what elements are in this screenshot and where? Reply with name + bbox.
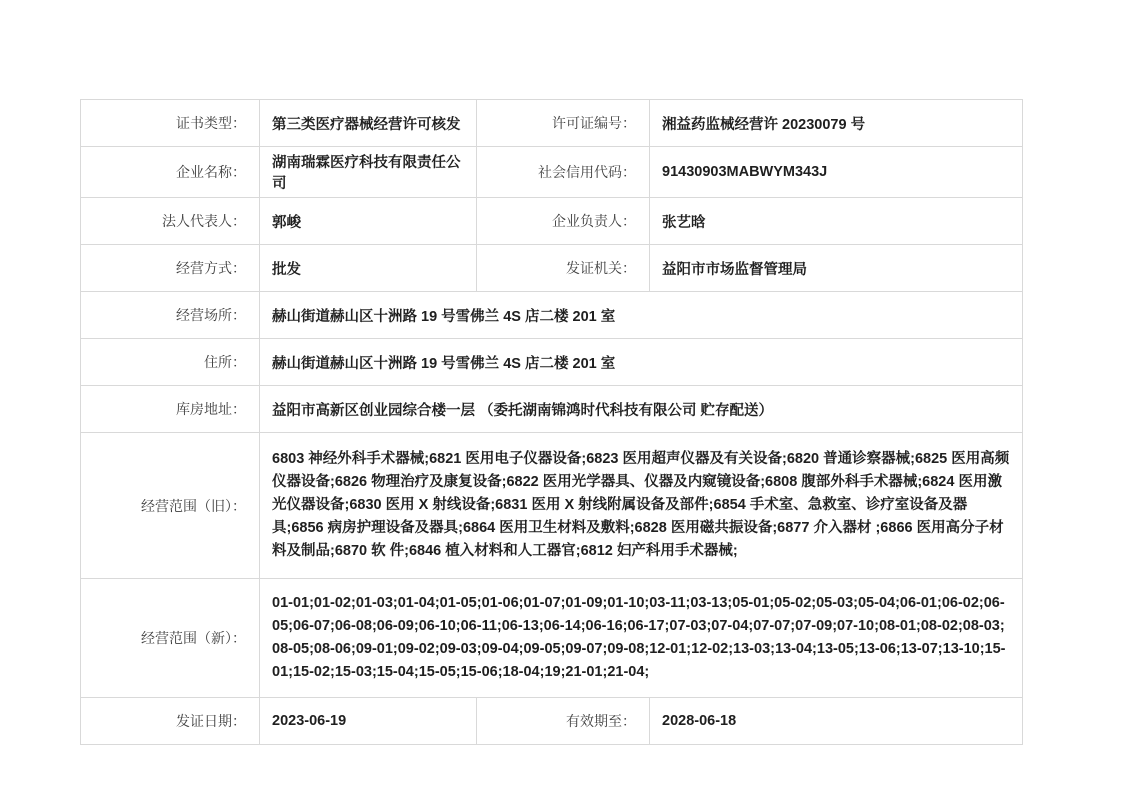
label-scope-old: 经营范围（旧）： [81,433,260,579]
row-residence [81,339,1023,386]
label-legal-representative: 法人代表人： [81,198,260,245]
value-valid-until: 2028-06-18 [650,698,1023,745]
label-responsible-person: 企业负责人： [477,198,650,245]
label-business-premises: 经营场所： [81,292,260,339]
value-warehouse-address: 益阳市高新区创业园综合楼一层 （委托湖南锦鸿时代科技有限公司 贮存配送） [260,386,1023,433]
row-representative [81,198,1023,245]
value-issue-date: 2023-06-19 [260,698,477,745]
label-valid-until: 有效期至： [477,698,650,745]
value-company-name: 湖南瑞霖医疗科技有限责任公司 [260,147,477,198]
label-issuing-authority: 发证机关： [477,245,650,292]
row-scope-new [81,579,1023,698]
label-credit-code: 社会信用代码： [477,147,650,198]
row-certificate-type [81,100,1023,147]
row-scope-old [81,433,1023,579]
value-issuing-authority: 益阳市市场监督管理局 [650,245,1023,292]
value-license-number: 湘益药监械经营许 20230079 号 [650,100,1023,147]
value-scope-new: 01-01;01-02;01-03;01-04;01-05;01-06;01-07;01-09;01-10;03-11;03-13;05-01;05-02;05-03;05-04;06-01;06-02;06-05;06-07;06-08;06-09;06-10;06-11;06-13;06-14;06-16;06-17;07-03;07-04;07-07;07-09;07-10;08-01;08-02;08-03;08-05;08-06;09-01;09-02;09-03;09-04;09-05;09-07;09-08;12-01;12-02;13-03;13-04;13-05;13-06;13-07;13-10;15-01;15-02;15-03;15-04;15-05;15-06;18-04;19;21-01;21-04; [260,579,1023,698]
label-residence: 住所： [81,339,260,386]
label-certificate-type: 证书类型： [81,100,260,147]
label-warehouse-address: 库房地址： [81,386,260,433]
value-scope-old: 6803 神经外科手术器械;6821 医用电子仪器设备;6823 医用超声仪器及有关设备;6820 普通诊察器械;6825 医用高频仪器设备;6826 物理治疗及康复设备;6822 医用光学器具、仪器及内窥镜设备;6808 腹部外科手术器械;6824 医用激光仪器设备;6830 医用 X 射线设备;6831 医用 X 射线附属设备及部件;6854 手术室、急救室、诊疗室设备及器具;6856 病房护理设备及器具;6864 医用卫生材料及敷料;6828 医用磁共振设备;6877 介入器材 ;6866 医用高分子材料及制品;6870 软 件;6846 植入材料和人工器官;6812 妇产科用手术器械; [260,433,1023,579]
license-info-table [80,99,1023,745]
label-business-mode: 经营方式： [81,245,260,292]
row-company [81,147,1023,198]
value-residence: 赫山街道赫山区十洲路 19 号雪佛兰 4S 店二楼 201 室 [260,339,1023,386]
row-business-premises [81,292,1023,339]
label-scope-new: 经营范围（新）： [81,579,260,698]
label-issue-date: 发证日期： [81,698,260,745]
row-business-mode [81,245,1023,292]
value-certificate-type: 第三类医疗器械经营许可核发 [260,100,477,147]
value-business-premises: 赫山街道赫山区十洲路 19 号雪佛兰 4S 店二楼 201 室 [260,292,1023,339]
value-credit-code: 91430903MABWYM343J [650,147,1023,198]
label-license-number: 许可证编号： [477,100,650,147]
label-company-name: 企业名称： [81,147,260,198]
row-issue-date [81,698,1023,745]
value-business-mode: 批发 [260,245,477,292]
row-warehouse-address [81,386,1023,433]
value-responsible-person: 张艺晗 [650,198,1023,245]
value-legal-representative: 郭峻 [260,198,477,245]
